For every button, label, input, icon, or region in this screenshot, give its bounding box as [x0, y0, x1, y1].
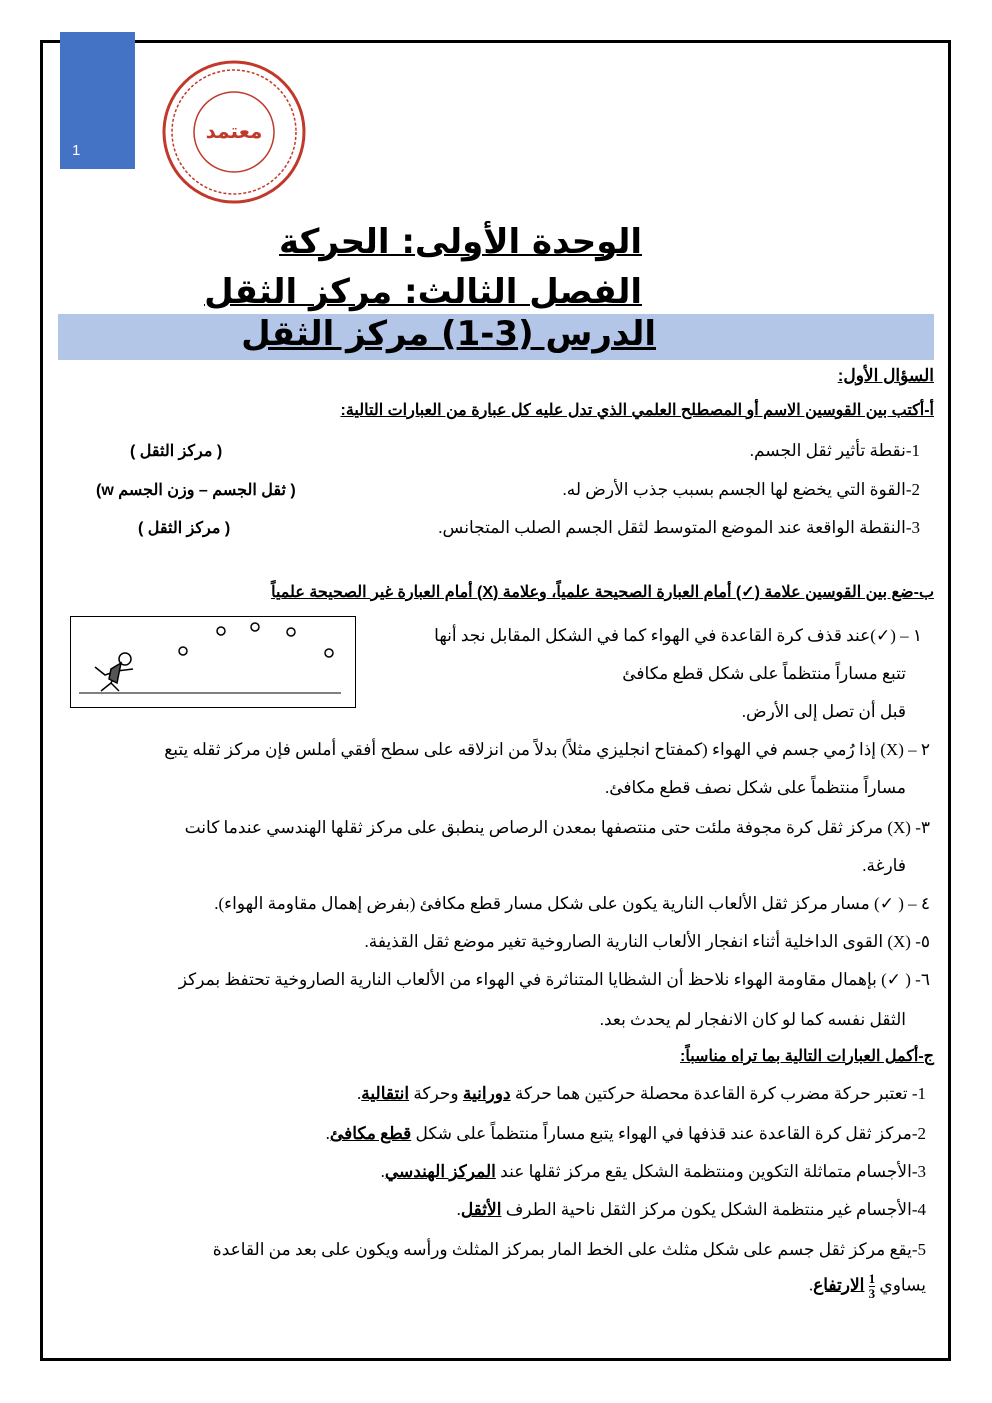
part-b-line: ٢ – (X) إذا رُمي جسم في الهواء (كمفتاح انجليزي مثلاً) بدلاً من انزلاقه على سطح أفقي أملس فإن مركز ثقله يتبع: [164, 740, 930, 759]
part-b-heading: ب-ضع بين القوسين علامة (✓) أمام العبارة الصحيحة علمياً، وعلامة (X) أمام العبارة غير الصحيحة علمياً: [271, 584, 934, 601]
part-c-item: 1- تعتبر حركة مضرب كرة القاعدة محصلة حركتين هما حركة دورانية وحركة انتقالية.: [357, 1084, 926, 1103]
page-number: 1: [72, 142, 81, 159]
part-a-item: 2-القوة التي يخضع لها الجسم بسبب جذب الأرض له.: [562, 480, 920, 499]
question-one-heading: السؤال الأول:: [837, 366, 934, 385]
part-b-line: تتبع مساراً منتظماً على شكل قطع مكافئ: [622, 664, 906, 683]
part-c-item: 3-الأجسام متماثلة التكوين ومنتظمة الشكل يقع مركز ثقلها عند المركز الهندسي.: [380, 1162, 926, 1181]
unit-title: الوحدة الأولى: الحركة: [279, 222, 642, 262]
part-a-item: 3-النقطة الواقعة عند الموضع المتوسط لثقل الجسم الصلب المتجانس.: [438, 518, 920, 537]
part-b-line: ٦- ( ✓) بإهمال مقاومة الهواء نلاحظ أن الشظايا المتناثرة في الهواء من الألعاب النارية الصاروخية تحتفظ بمركز: [178, 970, 930, 989]
fraction: $\frac{1}{3}$: [868, 1271, 876, 1301]
part-a-heading: أ-أكتب بين القوسين الاسم أو المصطلح العلمي الذي تدل عليه كل عبارة من العبارات التالية:: [340, 402, 934, 419]
part-a-answer: ( مركز الثقل ): [138, 520, 231, 537]
part-b-line: ٥- (X) القوى الداخلية أثناء انفجار الألعاب النارية الصاروخية تغير موضع ثقل القذيفة.: [364, 932, 930, 951]
part-b-line: فارغة.: [862, 856, 906, 875]
part-b-line: ١ – (✓)عند قذف كرة القاعدة في الهواء كما في الشكل المقابل نجد أنها: [434, 626, 922, 645]
part-b-line: مساراً منتظماً على شكل نصف قطع مكافئ.: [604, 778, 906, 797]
chapter-title: الفصل الثالث: مركز الثقل: [204, 272, 642, 312]
part-b-line: ٣- (X) مركز ثقل كرة مجوفة ملئت حتى منتصفها بمعدن الرصاص ينطبق على مركز ثقلها الهندسي عندما كانت: [184, 818, 930, 837]
part-a-answer: ( ثقل الجسم – وزن الجسم w): [96, 482, 296, 499]
approval-stamp: [160, 58, 308, 206]
baseball-trajectory-figure: [70, 616, 356, 708]
part-b-line: ٤ – ( ✓) مسار مركز ثقل الألعاب النارية يكون على شكل مسار قطع مكافئ (بفرض إهمال مقاومة الهواء).: [214, 894, 930, 913]
part-b-line: قبل أن تصل إلى الأرض.: [741, 702, 906, 721]
part-c-heading: ج-أكمل العبارات التالية بما تراه مناسباً:: [680, 1048, 934, 1065]
part-c-item: 2-مركز ثقل كرة القاعدة عند قذفها في الهواء يتبع مساراً منتظماً على شكل قطع مكافئ.: [325, 1124, 926, 1143]
part-a-answer: ( مركز الثقل ): [130, 443, 223, 460]
part-c-item: 5-يقع مركز ثقل جسم على شكل مثلث على الخط المار بمركز المثلث ورأسه ويكون على بعد من القاعدة: [212, 1240, 926, 1259]
part-c-item: يساوي $\frac{1}{3}$ الارتفاع.: [808, 1271, 926, 1301]
lesson-title: الدرس (3-1) مركز الثقل: [241, 314, 656, 354]
stamp-text: معتمد: [205, 119, 263, 143]
part-b-line: الثقل نفسه كما لو كان الانفجار لم يحدث بعد.: [599, 1010, 906, 1029]
part-c-item: 4-الأجسام غير منتظمة الشكل يكون مركز الثقل ناحية الطرف الأثقل.: [456, 1200, 926, 1219]
part-a-item: 1-نقطة تأثير ثقل الجسم.: [749, 441, 920, 460]
